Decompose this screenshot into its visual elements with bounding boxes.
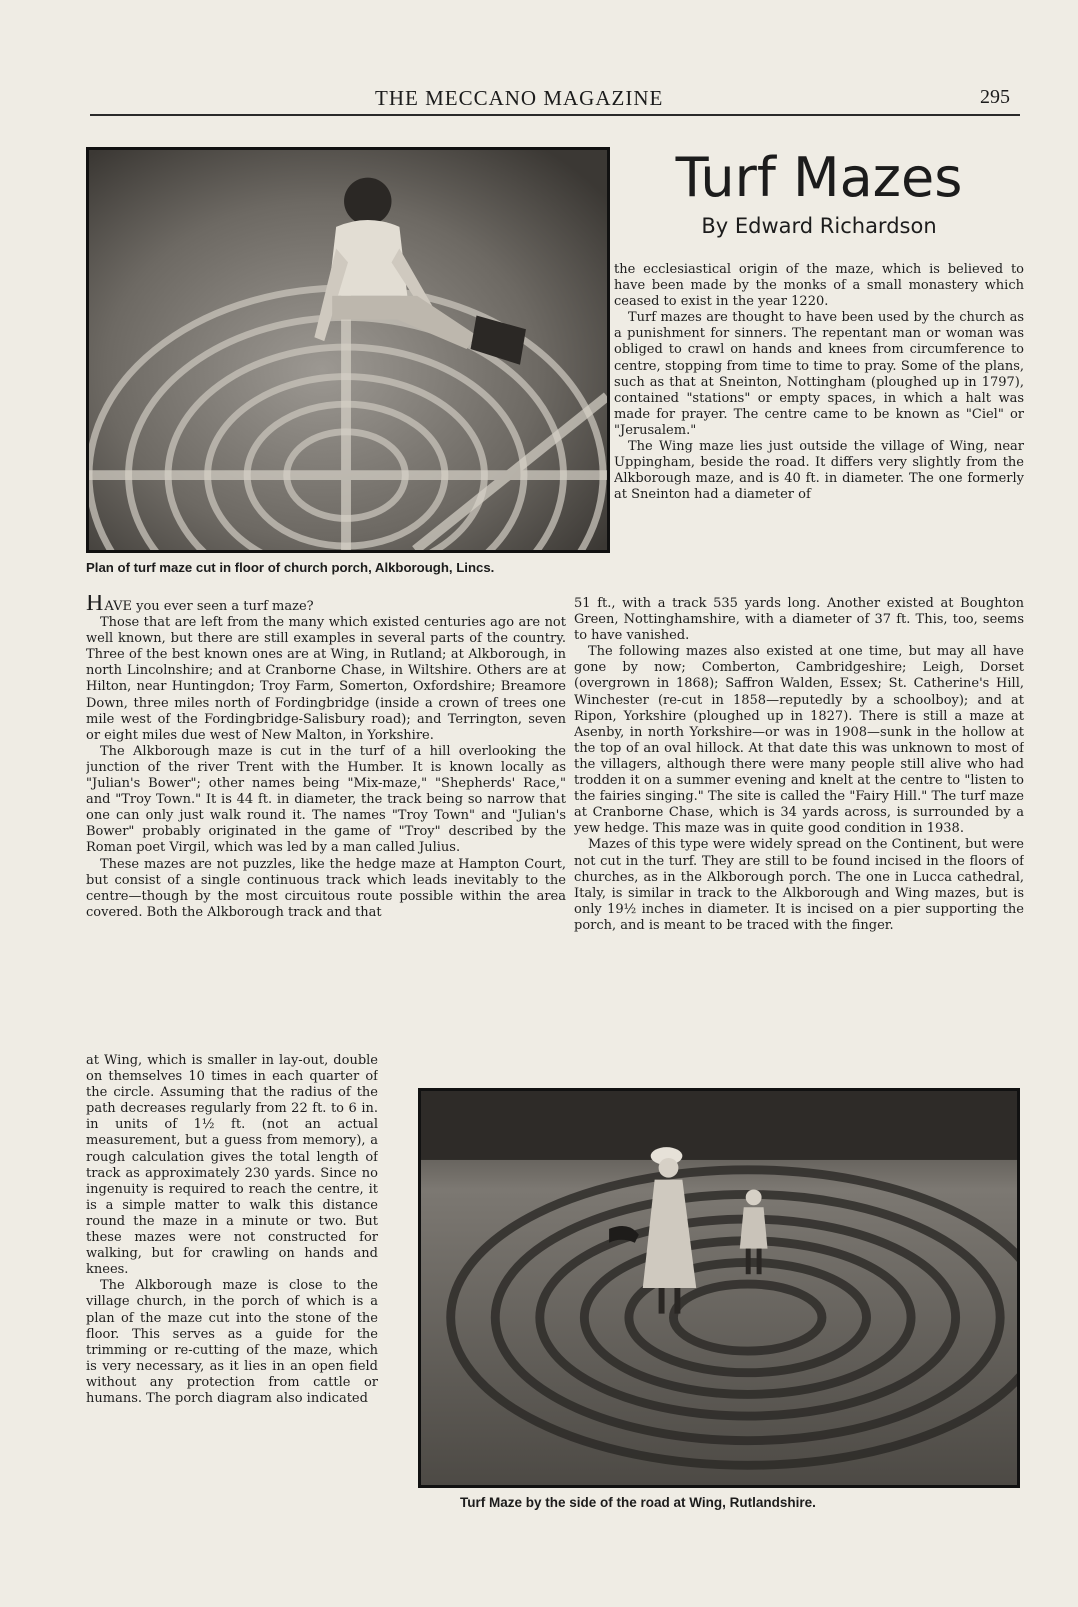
running-header <box>90 84 1020 116</box>
paragraph: Mazes of this type were widely spread on the Continent, but were not cut in the turf. They are still to be found incised in the floors of churches, as in the Alkborough porch. The one in Lucca cathedral, Italy, is similar in track to the Alkborough and Wing mazes, but is only 19½ inches in diameter. It is incised on a pier supporting the porch, and is meant to be traced with the finger. <box>574 837 1024 933</box>
article-title: Turf Mazes <box>675 146 963 209</box>
paragraph: Those that are left from the many which existed centuries ago are not well known, but there are still examples in several parts of the country. Three of the best known ones are at Wing, in Rutland; at Alkborough, in north Lincolnshire; and at Cranborne Chase, in Wiltshire. Others are at Hilton, near Huntingdon; Troy Farm, Somerton, Oxfordshire; Breamore Down, three miles north of Fordingbridge (inside a crown of trees one mile west of the Fordingbridge-Salisbury road); and Terrington, seven or eight miles due west of New Malton, in Yorkshire. <box>86 615 566 743</box>
column-1-lower <box>86 1053 378 1523</box>
paragraph: The Wing maze lies just outside the village of Wing, near Uppingham, beside the road. It differs very slightly from the Alkborough maze, and is 40 ft. in diameter. The one formerly at Sneinton had a diameter of <box>614 439 1024 503</box>
paragraph: The Alkborough maze is cut in the turf of a hill overlooking the junction of the river Trent with the Humber. It is known locally as "Julian's Bower"; other names being "Mix-maze," "Shepherds' Race," and "Troy Town." It is 44 ft. in diameter, the track being so narrow that one can only just walk round it. The names "Troy Town" and "Julian's Bower" probably originated in the game of "Troy" described by the Roman poet Virgil, which was led by a man called Julius. <box>86 743 566 856</box>
paragraph-opening: HAVE you ever seen a turf maze? <box>86 595 566 615</box>
paragraph: Turf mazes are thought to have been used by the church as a punishment for sinners. The repentant man or woman was obliged to crawl on hands and knees from circumference to centre, stopping from time to time to pray. Some of the plans, such as that at Sneinton, Nottingham (ploughed up in 1797), contained "stations" or empty spaces, in which a halt was made for prayer. The centre came to be known as "Ciel" or "Jerusalem." <box>614 310 1024 438</box>
column-2-continued <box>574 596 1024 1056</box>
church-porch-caption: Plan of turf maze cut in floor of church porch, Alkborough, Lincs. <box>86 560 495 575</box>
paragraph: 51 ft., with a track 535 yards long. Another existed at Boughton Green, Nottinghamshire, with a diameter of 37 ft. This, too, seems to have vanished. <box>574 596 1024 644</box>
drop-cap: H <box>86 595 105 616</box>
wing-maze-illustration <box>421 1091 1017 1485</box>
article-byline: By Edward Richardson <box>701 214 937 238</box>
paragraph: The following mazes also existed at one time, but may all have gone by now; Comberton, Cambridgeshire; Leigh, Dorset (overgrown in 1868); Saffron Walden, Essex; St. Catherine's Hill, Winchester (re-cut in 1858—reputedly by a schoolboy); and at Ripon, Yorkshire (ploughed up in 1827). There is still a maze at Asenby, in north Yorkshire—or was in 1908—sunk in the hollow at the top of an oval hillock. At that date this was unknown to most of the villagers, although there were many people still alive who had trodden it on a summer evening and knelt at the centre to "listen to the fairies singing." The site is called the "Fairy Hill." The turf maze at Cranborne Chase, which is 34 yards across, is surrounded by a yew hedge. This maze was in quite good condition in 1938. <box>574 644 1024 837</box>
maze-plan-illustration <box>89 150 607 550</box>
paragraph: at Wing, which is smaller in lay-out, double on themselves 10 times in each quarter of the circle. Assuming that the radius of the path decreases regularly from 22 ft. to 6 in. in units of 1½ ft. (not an actual measurement, but a guess from memory), a rough calculation gives the total length of track as approximately 230 yards. Since no ingenuity is required to reach the centre, it is a simple matter to walk this distance round the maze in a minute or two. But these mazes were not constructed for walking, but for crawling on hands and knees. <box>86 1053 378 1278</box>
page-number: 295 <box>980 86 1010 108</box>
magazine-title: THE MECCANO MAGAZINE <box>375 86 664 110</box>
wing-maze-photo <box>418 1088 1020 1488</box>
paragraph: the ecclesiastical origin of the maze, which is believed to have been made by the monks of a small monastery which ceased to exist in the year 1220. <box>614 262 1024 310</box>
church-porch-maze-photo <box>86 147 610 553</box>
paragraph: The Alkborough maze is close to the village church, in the porch of which is a plan of the maze cut into the stone of the floor. This serves as a guide for the trimming or re-cutting of the maze, which is very necessary, as it lies in an open field without any protection from cattle or humans. The porch diagram also indicated <box>86 1278 378 1406</box>
wing-maze-caption: Turf Maze by the side of the road at Wing, Rutlandshire. <box>460 1495 816 1510</box>
paragraph: These mazes are not puzzles, like the hedge maze at Hampton Court, but consist of a single continuous track which leads inevitably to the centre—though by the most circuitous route possible within the area covered. Both the Alkborough track and that <box>86 856 566 920</box>
column-1-upper <box>86 595 566 1053</box>
